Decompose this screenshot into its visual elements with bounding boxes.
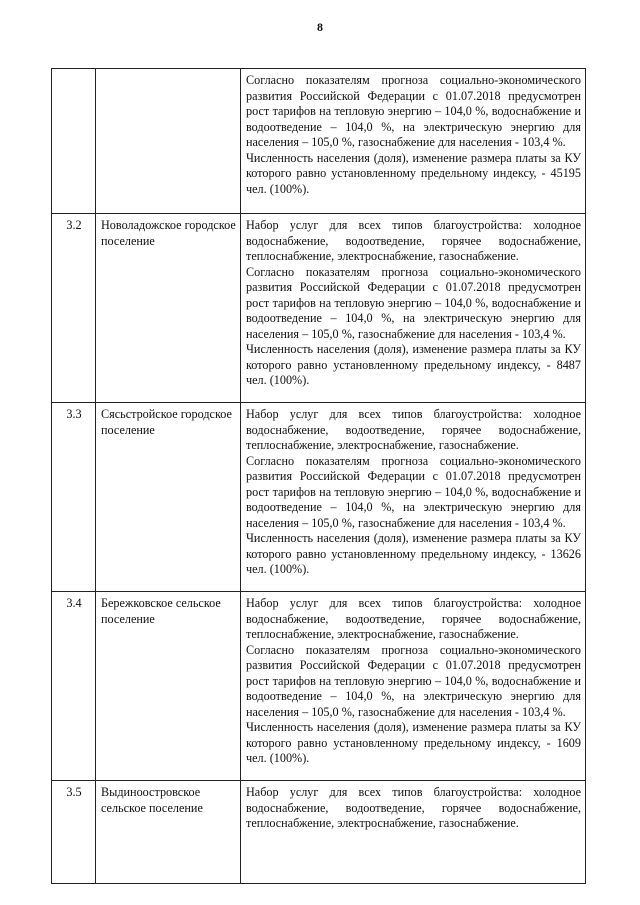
tariff-forecast-text: Согласно показателям прогноза социально-экономического развития Российской Федерации с 01.07.2018 предусмотрен рост тарифов на тепловую энергию – 104,0 %, водоснабжение и водоотведение – 104,0 %, на электрическую энергию для населения – 105,0 %, газоснабжение для населения - 103,4 %.	[246, 264, 581, 341]
services-text: Набор услуг для всех типов благоустройства: холодное водоснабжение, водоотведение, горячее водоснабжение, теплоснабжение, электроснабжение, газоснабжение.	[246, 218, 581, 263]
row-number: 3.2	[52, 214, 96, 403]
row-description	[241, 781, 586, 884]
row-number: 3.3	[52, 403, 96, 592]
tariff-forecast-text: Согласно показателям прогноза социально-экономического развития Российской Федерации с 01.07.2018 предусмотрен рост тарифов на тепловую энергию – 104,0 %, водоснабжение и водоотведение – 104,0 %, на электрическую энергию для населения – 105,0 %, газоснабжение для населения - 103,4 %.	[246, 642, 581, 719]
table-row	[52, 781, 586, 884]
tariff-table	[51, 68, 586, 884]
settlement-name: Новоладожское городское поселение	[96, 214, 241, 403]
tariff-forecast-text: Согласно показателям прогноза социально-экономического развития Российской Федерации с 01.07.2018 предусмотрен рост тарифов на тепловую энергию – 104,0 %, водоснабжение и водоотведение – 104,0 %, на электрическую энергию для населения – 105,0 %, газоснабжение для населения - 103,4 %.	[246, 453, 581, 530]
row-number: 3.5	[52, 781, 96, 884]
services-text: Набор услуг для всех типов благоустройства: холодное водоснабжение, водоотведение, горячее водоснабжение, теплоснабжение, электроснабжение, газоснабжение.	[246, 785, 581, 830]
row-number: 3.4	[52, 592, 96, 781]
table-row	[52, 592, 586, 781]
population-text: Численность населения (доля), изменение размера платы за КУ которого равно установленному предельному индексу, - 13626 чел. (100%).	[246, 531, 581, 576]
table-row	[52, 403, 586, 592]
row-description	[241, 214, 586, 403]
table-row	[52, 214, 586, 403]
settlement-name	[96, 69, 241, 214]
row-number	[52, 69, 96, 214]
population-text: Численность населения (доля), изменение размера платы за КУ которого равно установленному предельному индексу, - 1609 чел. (100%).	[246, 720, 581, 765]
table-row	[52, 69, 586, 214]
tariff-forecast-text: Согласно показателям прогноза социально-экономического развития Российской Федерации с 01.07.2018 предусмотрен рост тарифов на тепловую энергию – 104,0 %, водоснабжение и водоотведение – 104,0 %, на электрическую энергию для населения – 105,0 %, газоснабжение для населения - 103,4 %.	[246, 73, 581, 149]
settlement-name: Бережковское сельское поселение	[96, 592, 241, 781]
page-number: 8	[317, 20, 323, 34]
row-description	[241, 403, 586, 592]
row-description	[241, 69, 586, 214]
population-text: Численность населения (доля), изменение размера платы за КУ которого равно установленному предельному индексу, - 8487 чел. (100%).	[246, 342, 581, 387]
settlement-name: Сясьстройское городское поселение	[96, 403, 241, 592]
row-description	[241, 592, 586, 781]
population-text: Численность населения (доля), изменение размера платы за КУ которого равно установленному предельному индексу, - 45195 чел. (100%).	[246, 150, 581, 196]
services-text: Набор услуг для всех типов благоустройства: холодное водоснабжение, водоотведение, горячее водоснабжение, теплоснабжение, электроснабжение, газоснабжение.	[246, 596, 581, 641]
services-text: Набор услуг для всех типов благоустройства: холодное водоснабжение, водоотведение, горячее водоснабжение, теплоснабжение, электроснабжение, газоснабжение.	[246, 407, 581, 452]
settlement-name: Выдиноостровское сельское поселение	[96, 781, 241, 884]
